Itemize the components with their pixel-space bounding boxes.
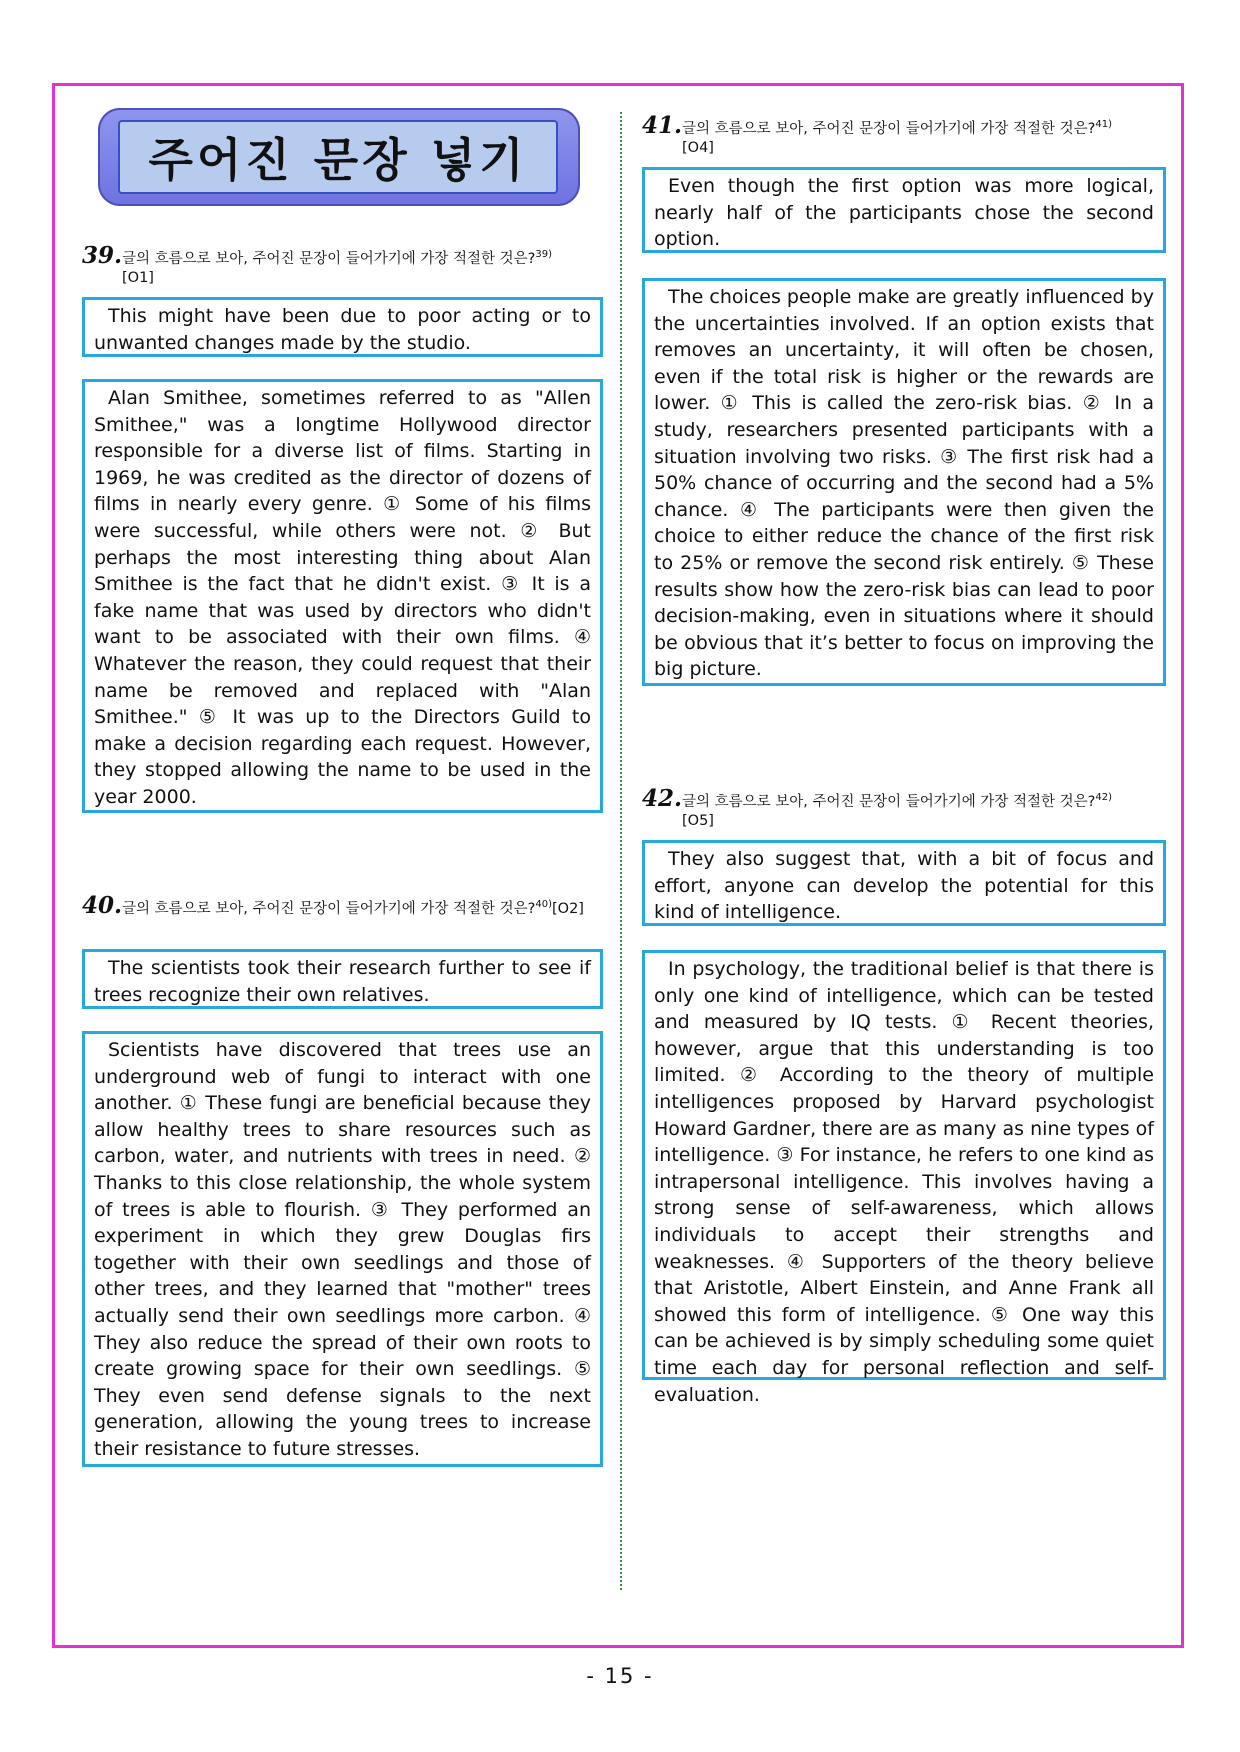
question-42-passage (642, 950, 1166, 1406)
question-40-given-sentence (82, 949, 603, 1009)
section-title: 주어진 문장 넣기 (148, 133, 528, 187)
question-number: 41. (642, 112, 683, 139)
column-divider (620, 112, 622, 1590)
question-prompt: 글의 흐름으로 보아, 주어진 문장이 들어가기에 가장 적절한 것은? (122, 251, 536, 267)
question-39-passage (82, 379, 603, 813)
footnote-marker: 39) (535, 249, 552, 261)
question-40-header (82, 892, 642, 919)
question-code: [O2] (552, 901, 584, 917)
question-41-passage (642, 278, 1166, 686)
question-42-given-sentence (642, 840, 1166, 926)
page-number: - 15 - (586, 1664, 654, 1688)
given-sentence-text: The scientists took their research further to see if trees recognize their own relatives. (94, 957, 591, 1006)
section-banner-inner (118, 120, 558, 194)
question-code: [O1] (122, 270, 154, 286)
section-banner (98, 108, 580, 206)
question-41-given-sentence (642, 167, 1166, 253)
question-prompt: 글의 흐름으로 보아, 주어진 문장이 들어가기에 가장 적절한 것은? (122, 901, 536, 917)
question-number: 40. (82, 892, 123, 919)
question-39-given-sentence (82, 297, 603, 357)
question-number: 39. (82, 242, 123, 269)
question-number: 42. (642, 785, 683, 812)
question-41-header (642, 112, 1202, 158)
passage-text: Scientists have discovered that trees use an underground web of fungi to interact with one another. ① These fungi are beneficial because they allow healthy trees to share resources such as carbon, water, and nutrients with trees in need. ② Thanks to this close relationship, the whole system of trees is able to flourish. ③ They performed an experiment in which they grew Douglas firs together with their own seedlings and those of other trees, and they learned that "mother" trees actually send their own seedlings more carbon. ④ They also reduce the spread of their own roots to create growing space for their own seedlings. ⑤ They even send defense signals to the next generation, allowing the young trees to increase their resistance to future stresses. (94, 1039, 591, 1460)
question-prompt: 글의 흐름으로 보아, 주어진 문장이 들어가기에 가장 적절한 것은? (682, 794, 1096, 810)
given-sentence-text: They also suggest that, with a bit of focus and effort, anyone can develop the potential for this kind of intelligence. (654, 848, 1154, 924)
question-prompt: 글의 흐름으로 보아, 주어진 문장이 들어가기에 가장 적절한 것은? (682, 121, 1096, 137)
passage-text: Alan Smithee, sometimes referred to as "Allen Smithee," was a longtime Hollywood director responsible for a diverse list of films. Starting in 1969, he was credited as the director of dozens of films in nearly every genre. ① Some of his films were successful, while others were not. ② But perhaps the most interesting thing about Alan Smithee is the fact that he didn't exist. ③ It is a fake name that was used by directors who didn't want to be associated with their own films. ④ Whatever the reason, they could request that their name be removed and replaced with "Alan Smithee." ⑤ It was up to the Directors Guild to make a decision regarding each request. However, they stopped allowing the name to be used in the year 2000. (94, 387, 591, 808)
footnote-marker: 42) (1095, 792, 1112, 804)
question-code: [O4] (682, 140, 714, 156)
passage-text: The choices people make are greatly influenced by the uncertainties involved. If an option exists that removes an uncertainty, it will often be chosen, even if the total risk is higher or the rewards are lower. ① This is called the zero-risk bias. ② In a study, researchers presented participants with a situation involving two risks. ③ The first risk had a 50% chance of occurring and the second had a 5% chance. ④ The participants were then given the choice to either reduce the chance of the first risk to 25% or remove the second risk entirely. ⑤ These results show how the zero-risk bias can lead to poor decision-making, even in situations where it should be obvious that it’s better to focus on improving the big picture. (654, 286, 1154, 681)
given-sentence-text: This might have been due to poor acting or to unwanted changes made by the studio. (94, 305, 591, 354)
footnote-marker: 40) (535, 899, 552, 911)
question-code: [O5] (682, 813, 714, 829)
passage-text: In psychology, the traditional belief is that there is only one kind of intelligence, which can be tested and measured by IQ tests. ① Recent theories, however, argue that this understanding is too limited. ② According to the theory of multiple intelligences proposed by Harvard psychologist Howard Gardner, there are as many as nine types of intelligence. ③ For instance, he refers to one kind as intrapersonal intelligence. This involves having a strong sense of self-awareness, which allows individuals to accept their strengths and weaknesses. ④ Supporters of the theory believe that Aristotle, Albert Einstein, and Anne Frank all showed this form of intelligence. ⑤ One way this can be achieved is by simply scheduling some quiet time each day for personal reflection and self-evaluation. (654, 958, 1154, 1406)
footnote-marker: 41) (1095, 119, 1112, 131)
given-sentence-text: Even though the first option was more logical, nearly half of the participants chose the second option. (654, 175, 1154, 251)
question-40-passage (82, 1031, 603, 1467)
question-39-header (82, 242, 642, 288)
question-42-header (642, 785, 1202, 831)
